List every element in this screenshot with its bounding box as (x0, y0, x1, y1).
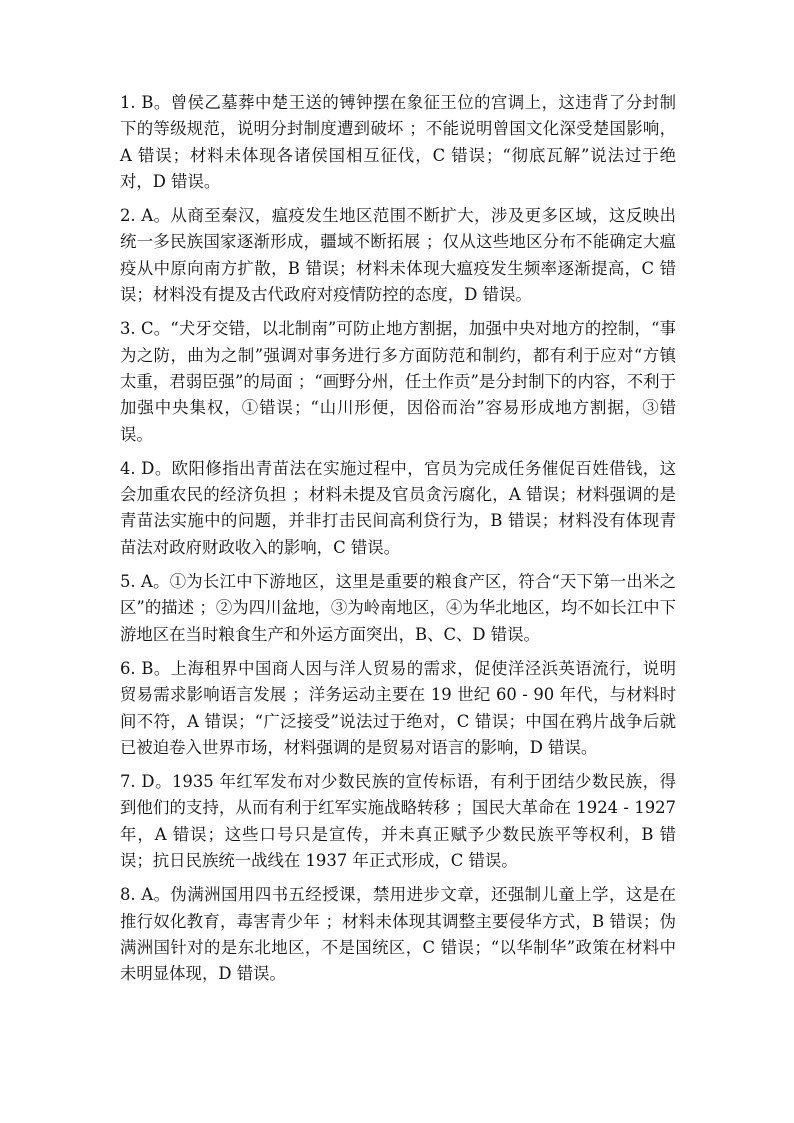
answer-paragraph-4: 4. D。欧阳修指出青苗法在实施过程中，官员为完成任务催促百姓借钱，这会加重农民的经济负担 ；材料未提及官员贪污腐化，A 错误；材料强调的是青苗法实施中的问题，并非打击民间高利贷行为，B 错误；材料没有体现青苗法对政府财政收入的影响，C 错误。 (120, 458, 676, 557)
answer-list (120, 90, 676, 996)
answer-paragraph-8: 8. A。伪满洲国用四书五经授课，禁用进步文章，还强制儿童上学，这是在推行奴化教育，毒害青少年 ；材料未体现其调整主要侵华方式，B 错误；伪满洲国针对的是东北地区，不是国统区，C 错误；“以华制华”政策在材料中未明显体现，D 错误。 (120, 885, 676, 984)
answer-paragraph-5: 5. A。①为长江中下游地区，这里是重要的粮食产区，符合“天下第一出米之区”的描述 ；②为四川盆地，③为岭南地区，④为华北地区，均不如长江中下游地区在当时粮食生产和外运方面突出，B、C、D 错误。 (120, 572, 676, 644)
answer-paragraph-6: 6. B。上海租界中国商人因与洋人贸易的需求，促使洋泾浜英语流行，说明贸易需求影响语言发展 ；洋务运动主要在 19 世纪 60 - 90 年代，与材料时间不符，A 错误；“广泛接受”说法过于绝对，C 错误；中国在鸦片战争后就已被迫卷入世界市场，材料强调的是贸易对语言的影响，D 错误。 (120, 658, 676, 757)
answer-paragraph-2: 2. A。从商至秦汉，瘟疫发生地区范围不断扩大，涉及更多区域，这反映出统一多民族国家逐渐形成，疆域不断拓展 ；仅从这些地区分布不能确定大瘟疫从中原向南方扩散，B 错误；材料未体现大瘟疫发生频率逐渐提高，C 错误；材料没有提及古代政府对疫情防控的态度，D 错误。 (120, 206, 676, 305)
answer-paragraph-3: 3. C。“犬牙交错，以北制南”可防止地方割据，加强中央对地方的控制，“事为之防，曲为之制”强调对事务进行多方面防范和制约，都有利于应对“方镇太重，君弱臣强”的局面 ；“画野分州，任土作贡”是分封制下的内容，不利于加强中央集权，①错误；“山川形便，因俗而治”容易形成地方割据，③错误。 (120, 319, 676, 444)
answer-paragraph-7: 7. D。1935 年红军发布对少数民族的宣传标语，有利于团结少数民族，得到他们的支持，从而有利于红军实施战略转移 ；国民大革命在 1924 - 1927 年，A 错误；这些口号只是宣传，并未真正赋予少数民族平等权利，B 错误；抗日民族统一战线在 1937 年正式形成，C 错误。 (120, 772, 676, 871)
answer-paragraph-1: 1. B。曾侯乙墓葬中楚王送的镈钟摆在象征王位的宫调上，这违背了分封制下的等级规范，说明分封制度遭到破坏 ；不能说明曾国文化深受楚国影响，A 错误；材料未体现各诸侯国相互征伐，C 错误；“彻底瓦解”说法过于绝对，D 错误。 (120, 93, 676, 191)
